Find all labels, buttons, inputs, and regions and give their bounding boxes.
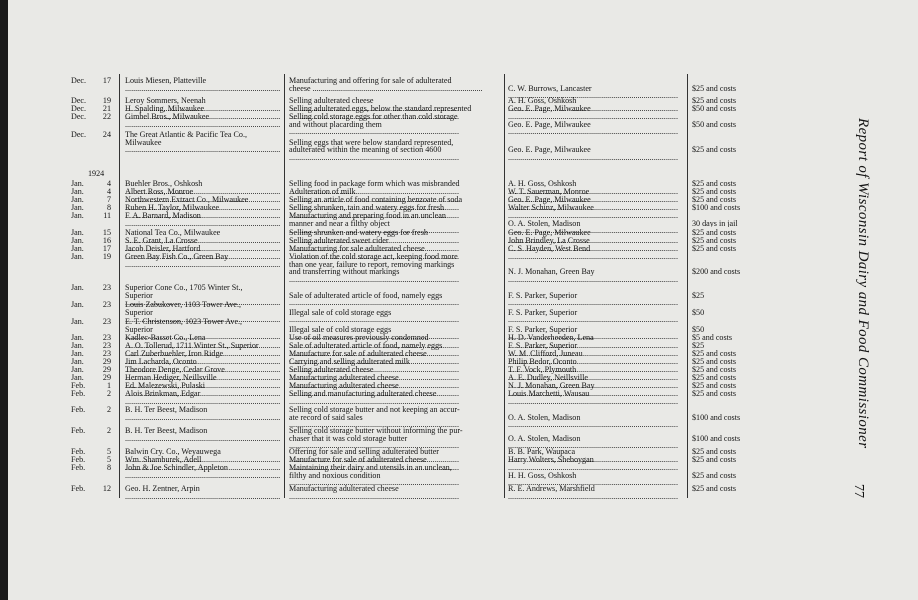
row-name: Kadlec-Basset Co., Lena ..... <box>125 334 280 349</box>
row-offense: Selling adulterated sweet cider ..... <box>289 237 501 252</box>
row-name: Jim Lacharda, Oconto ..... <box>125 358 280 373</box>
row-month: Jan. <box>71 318 84 326</box>
row-offense: Offering for sale and selling adulterated butter ..... <box>289 448 501 463</box>
row-day: 22 <box>102 113 111 121</box>
row-prosecutor: F. S. Parker, Superior ..... <box>508 342 688 357</box>
row-month: Feb. <box>71 406 86 414</box>
row-penalty: $25 and costs <box>692 145 737 154</box>
row-month: Dec. <box>71 77 87 85</box>
row-name: Leroy Sommers, Neenah ..... <box>125 97 280 112</box>
row-day: 8 <box>106 464 111 472</box>
row-prosecutor: R. E. Andrews, Marshfield ..... <box>508 485 688 500</box>
row-offense: Selling shrunken and watery eggs for fresh ..... <box>289 229 501 244</box>
row-month: Jan. <box>71 180 84 188</box>
row-offense: Selling adulterated eggs, below the standard represented ..... <box>289 105 501 120</box>
row-prosecutor: Geo. E. Page, Milwaukee ..... <box>508 229 688 244</box>
row-prosecutor: N. J. Monahan, Green Bay ..... <box>508 382 688 397</box>
row-penalty: $25 and costs <box>692 180 737 188</box>
row-name: A. O. Tollerud, 1711 Winter St., Superior ..... <box>125 342 280 357</box>
row-day: 19 <box>102 253 111 261</box>
row-offense: Maintaining their dairy and utensils in an unclean, filthy and noxious condition ..... <box>289 464 501 487</box>
row-prosecutor: H. D. Vanderheeden, Lena ..... <box>508 334 688 349</box>
row-name: Buehler Bros., Oshkosh ..... <box>125 180 280 195</box>
row-day: 2 <box>106 406 111 414</box>
row-name: H. Spalding, Milwaukee ..... <box>125 105 280 120</box>
running-title: Report of Wisconsin Dairy and Food Commissioner <box>855 118 871 449</box>
row-month: Jan. <box>71 358 84 366</box>
row-day: 23 <box>102 318 111 326</box>
row-month: Feb. <box>71 464 86 472</box>
row-prosecutor: F. S. Parker, Superior ..... <box>508 301 688 324</box>
row-day: 23 <box>102 350 111 358</box>
row-name: B. H. Ter Beest, Madison ..... <box>125 406 280 421</box>
row-month: Jan. <box>71 350 84 358</box>
row-day: 23 <box>102 334 111 342</box>
row-day: 11 <box>103 212 111 220</box>
row-prosecutor: O. A. Stolen, Madison ..... <box>508 427 688 450</box>
row-name: Jacob Deisler, Hartford ..... <box>125 245 280 260</box>
row-offense: Selling adulterated cheese ..... <box>289 366 501 381</box>
row-offense: Selling food in package form which was misbranded ..... <box>289 180 501 195</box>
row-offense: Use of oil measures previously condemned ..... <box>289 334 501 349</box>
row-day: 23 <box>102 284 111 292</box>
row-name: Theodore Denge, Cedar Grove ..... <box>125 366 280 381</box>
row-penalty: $25 <box>692 342 705 350</box>
row-day: 17 <box>102 245 111 253</box>
row-name: Balwin Cry. Co., Weyauwega ..... <box>125 448 280 463</box>
row-offense: Selling cold storage butter without informing the pur- chaser that it was cold storage butter ..... <box>289 427 501 450</box>
row-prosecutor: B. B. Park, Waupaca ..... <box>508 448 688 463</box>
row-month: Jan. <box>71 188 84 196</box>
row-penalty: $25 and costs <box>692 448 737 456</box>
row-name: John & Joe Schindler, Appleton ..... <box>125 464 280 479</box>
row-name: S. E. Grant, La Crosse ..... <box>125 237 280 252</box>
row-offense: Manufacturing for sale adulterated cheese ..... <box>289 245 501 260</box>
row-name: Alois Brinkman, Edgar ..... <box>125 390 280 405</box>
row-month: Dec. <box>71 105 87 113</box>
row-day: 29 <box>102 366 111 374</box>
row-penalty: $25 and costs <box>692 456 737 464</box>
row-prosecutor: Harry Wolters, Sheboygan ..... <box>508 456 688 471</box>
row-name: Ed. Malezewski, Pulaski ..... <box>125 382 280 397</box>
row-month: Jan. <box>71 237 84 245</box>
row-day: 5 <box>106 456 111 464</box>
document-page <box>8 0 918 600</box>
row-penalty: $200 and costs <box>692 267 741 276</box>
row-offense: Illegal sale of cold storage eggs ..... <box>289 301 501 324</box>
row-offense: Manufacturing and offering for sale of adulterated cheese ..... <box>289 77 501 92</box>
row-day: 24 <box>102 131 111 139</box>
row-offense: Manufacturing adulterated cheese ..... <box>289 374 501 389</box>
row-month: Jan. <box>71 204 84 212</box>
row-day: 16 <box>102 237 111 245</box>
row-name: B. H. Ter Beest, Madison ..... <box>125 427 280 442</box>
row-penalty: $50 and costs <box>692 105 737 113</box>
row-offense: Selling cold storage butter and not keeping an accur- ate record of said sales ..... <box>289 406 501 429</box>
row-penalty: $25 and costs <box>692 196 737 204</box>
row-penalty: 30 days in jail <box>692 218 738 228</box>
row-offense: Manufacturing and preparing food in an unclean manner and near a filthy object ..... <box>289 212 501 235</box>
row-offense: Sale of adulterated article of food, namely eggs ..... <box>289 284 501 307</box>
row-prosecutor: T. F. Vock, Plymouth ..... <box>508 366 688 381</box>
row-month: Jan. <box>71 301 84 309</box>
row-name: Green Bay Fish Co., Green Bay ..... <box>125 253 280 268</box>
row-month: Dec. <box>71 131 87 139</box>
row-penalty: $25 and costs <box>692 188 737 196</box>
row-day: 21 <box>102 105 111 113</box>
row-prosecutor: C. S. Hayden, West Bend ..... <box>508 245 688 260</box>
row-penalty: $25 and costs <box>692 470 737 480</box>
row-prosecutor: Geo. E. Page, Milwaukee ..... <box>508 113 688 136</box>
row-penalty: $5 and costs <box>692 334 733 342</box>
row-prosecutor: F. S. Parker, Superior ..... <box>508 284 688 307</box>
row-offense: Manufacture for sale of adulterated cheese ..... <box>289 456 501 471</box>
row-penalty: $25 and costs <box>692 374 737 382</box>
row-penalty: $100 and costs <box>692 412 741 422</box>
row-prosecutor: O. A. Stolen, Madison ..... <box>508 212 688 235</box>
row-day: 15 <box>102 229 111 237</box>
row-month: Feb. <box>71 485 86 493</box>
row-penalty: $25 <box>692 290 705 300</box>
column-rule <box>504 74 505 498</box>
row-day: 19 <box>102 97 111 105</box>
row-prosecutor: Geo. E. Page, Milwaukee ..... <box>508 131 688 161</box>
row-prosecutor: Philip Bedor, Oconto ..... <box>508 358 688 373</box>
row-prosecutor: F. S. Parker, Superior ..... <box>508 318 688 341</box>
row-penalty: $25 and costs <box>692 390 737 398</box>
row-prosecutor: O. A. Stolen, Madison ..... <box>508 406 688 429</box>
row-day: 8 <box>106 204 111 212</box>
row-offense: Violation of the cold storage act, keeping food more than one year, failure to report, removing markings and transferring without markings ..... <box>289 253 501 283</box>
row-name: Gimbel Bros., Milwaukee ..... <box>125 113 280 128</box>
row-month: Jan. <box>71 342 84 350</box>
row-day: 2 <box>106 390 111 398</box>
row-offense: Manufacture for sale of adulterated cheese ..... <box>289 350 501 365</box>
row-penalty: $50 <box>692 307 705 317</box>
row-name: Carl Zuberbuehler, Iron Ridge ..... <box>125 350 280 365</box>
row-name: Albert Ross, Monroe ..... <box>125 188 280 203</box>
row-name: Herman Hediger, Neillsville ..... <box>125 374 280 389</box>
row-day: 4 <box>106 188 111 196</box>
row-penalty: $25 and costs <box>692 382 737 390</box>
row-prosecutor: John Brindley, La Crosse ..... <box>508 237 688 252</box>
row-month: Jan. <box>71 374 84 382</box>
row-month: Feb. <box>71 390 86 398</box>
row-month: Jan. <box>71 196 84 204</box>
row-day: 29 <box>102 358 111 366</box>
row-month: Dec. <box>71 97 87 105</box>
row-day: 4 <box>106 180 111 188</box>
year-heading: 1924 <box>88 169 105 178</box>
column-rule <box>119 74 120 498</box>
row-offense: Sale of adulterated article of food, namely eggs ..... <box>289 342 501 357</box>
row-prosecutor: A. H. Goss, Oshkosh ..... <box>508 97 688 112</box>
row-month: Jan. <box>71 212 84 220</box>
row-name: The Great Atlantic & Pacific Tea Co., Milwaukee ..... <box>125 131 280 154</box>
row-name: Louis Miesen, Platteville ..... <box>125 77 280 92</box>
row-penalty: $25 and costs <box>692 229 737 237</box>
row-offense: Manufacturing adulterated cheese ..... <box>289 485 501 500</box>
row-prosecutor: A. E. Dudley, Neillsville ..... <box>508 374 688 389</box>
row-penalty: $25 and costs <box>692 97 737 105</box>
row-penalty: $25 and costs <box>692 485 737 493</box>
row-day: 7 <box>106 196 111 204</box>
row-name: Wm. Shamburek, Adell ..... <box>125 456 280 471</box>
row-penalty: $25 and costs <box>692 237 737 245</box>
row-prosecutor: Louis Marchetti, Wausau ..... <box>508 390 688 405</box>
row-prosecutor: Walter Schinz, Milwaukee ..... <box>508 204 688 219</box>
row-penalty: $25 and costs <box>692 350 737 358</box>
row-prosecutor: N. J. Monahan, Green Bay ..... <box>508 253 688 283</box>
row-day: 23 <box>102 301 111 309</box>
row-offense: Selling shrunken, tain and watery eggs for fresh ..... <box>289 204 501 219</box>
row-day: 23 <box>102 342 111 350</box>
row-offense: Carrying and selling adulterated milk ..... <box>289 358 501 373</box>
row-penalty: $100 and costs <box>692 433 741 443</box>
row-day: 29 <box>102 374 111 382</box>
row-day: 1 <box>106 382 111 390</box>
row-day: 2 <box>106 427 111 435</box>
row-penalty: $50 <box>692 324 705 334</box>
row-name: Louis Zabukover, 1103 Tower Ave., Superior ..... <box>125 301 280 324</box>
row-month: Jan. <box>71 284 84 292</box>
row-month: Feb. <box>71 382 86 390</box>
row-penalty: $25 and costs <box>692 358 737 366</box>
row-prosecutor: A. H. Goss, Oshkosh ..... <box>508 180 688 195</box>
prosecutions-table <box>8 0 908 600</box>
row-day: 17 <box>102 77 111 85</box>
row-penalty: $25 and costs <box>692 366 737 374</box>
row-penalty: $25 and costs <box>692 245 737 253</box>
row-prosecutor: Geo. E. Page, Milwaukee ..... <box>508 196 688 211</box>
row-day: 5 <box>106 448 111 456</box>
row-name: Northwestern Extract Co., Milwaukee ..... <box>125 196 280 211</box>
row-offense: Manufacturing adulterated cheese ..... <box>289 382 501 397</box>
row-offense: Illegal sale of cold storage eggs ..... <box>289 318 501 341</box>
row-name: E. T. Christenson, 1023 Tower Ave., Superior ..... <box>125 318 280 341</box>
row-offense: Selling an article of food containing benzoate of soda ..... <box>289 196 501 211</box>
row-offense: Selling cold storage eggs for other than cold storage and without placarding them ..... <box>289 113 501 136</box>
row-month: Jan. <box>71 229 84 237</box>
row-month: Jan. <box>71 253 84 261</box>
row-offense: Selling adulterated cheese ..... <box>289 97 501 112</box>
row-month: Jan. <box>71 334 84 342</box>
row-name: National Tea Co., Milwaukee ..... <box>125 229 280 244</box>
row-penalty: $100 and costs <box>692 204 741 212</box>
row-offense: Selling eggs that were below standard represented, adulterated within the meaning of section 4600 ..... <box>289 131 501 161</box>
row-name: Geo. H. Zentner, Arpin ..... <box>125 485 280 500</box>
column-rule <box>687 74 688 498</box>
row-name: Ruben H. Taylor, Milwaukee ..... <box>125 204 280 219</box>
row-prosecutor: W. T. Sauerman, Monroe ..... <box>508 188 688 203</box>
row-penalty: $25 and costs <box>692 83 737 93</box>
row-penalty: $50 and costs <box>692 119 737 129</box>
row-offense: Selling and manufacturing adulterated cheese ..... <box>289 390 501 405</box>
row-prosecutor: C. W. Burrows, Lancaster ..... <box>508 77 688 100</box>
row-month: Jan. <box>71 366 84 374</box>
row-month: Dec. <box>71 113 87 121</box>
row-day: 12 <box>102 485 111 493</box>
row-month: Feb. <box>71 448 86 456</box>
row-name: F. A. Barnard, Madison ..... <box>125 212 280 227</box>
row-offense: Adulteration of milk ..... <box>289 188 501 203</box>
row-prosecutor: Geo. E. Page, Milwaukee ..... <box>508 105 688 120</box>
page-number: 77 <box>851 484 866 498</box>
row-prosecutor: H. H. Goss, Oshkosh ..... <box>508 464 688 487</box>
row-month: Feb. <box>71 427 86 435</box>
row-month: Jan. <box>71 245 84 253</box>
row-name: Superior Cone Co., 1705 Winter St., Superior ..... <box>125 284 280 307</box>
row-month: Feb. <box>71 456 86 464</box>
column-rule <box>284 74 285 498</box>
row-prosecutor: W. M. Clifford, Juneau ..... <box>508 350 688 365</box>
